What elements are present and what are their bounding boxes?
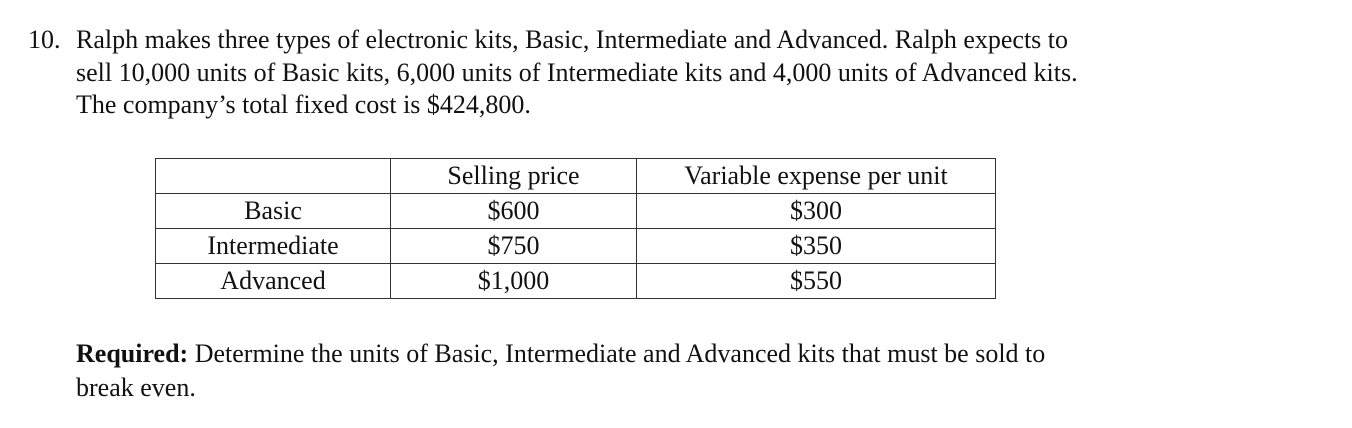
table-row [156,229,996,264]
kits-table [155,158,996,299]
problem-line-1: Ralph makes three types of electronic kits, Basic, Intermediate and Advanced. Ralph expects to [76,25,1069,54]
row-label-advanced: Advanced [156,264,391,299]
header-cell-selling-price: Selling price [391,159,637,194]
row-label-basic: Basic [156,194,391,229]
problem-line-3: The company’s total fixed cost is $424,800. [76,90,531,119]
table-row [156,264,996,299]
selling-price-advanced: $1,000 [391,264,637,299]
required-text-line-2: break even. [76,373,196,402]
row-label-intermediate: Intermediate [156,229,391,264]
selling-price-intermediate: $750 [391,229,637,264]
variable-expense-basic: $300 [637,194,996,229]
required-label: Required: [76,339,189,368]
required-text-line-1: Determine the units of Basic, Intermediate and Advanced kits that must be sold to [188,339,1046,368]
header-cell-variable-expense: Variable expense per unit [637,159,996,194]
selling-price-basic: $600 [391,194,637,229]
variable-expense-intermediate: $350 [637,229,996,264]
required-statement [76,337,1326,405]
problem-number: 10. [28,25,61,54]
table-header-row [156,159,996,194]
table-row [156,194,996,229]
variable-expense-advanced: $550 [637,264,996,299]
problem-line-2: sell 10,000 units of Basic kits, 6,000 units of Intermediate kits and 4,000 units of Advanced kits. [76,57,1078,87]
header-cell-empty [156,159,391,194]
